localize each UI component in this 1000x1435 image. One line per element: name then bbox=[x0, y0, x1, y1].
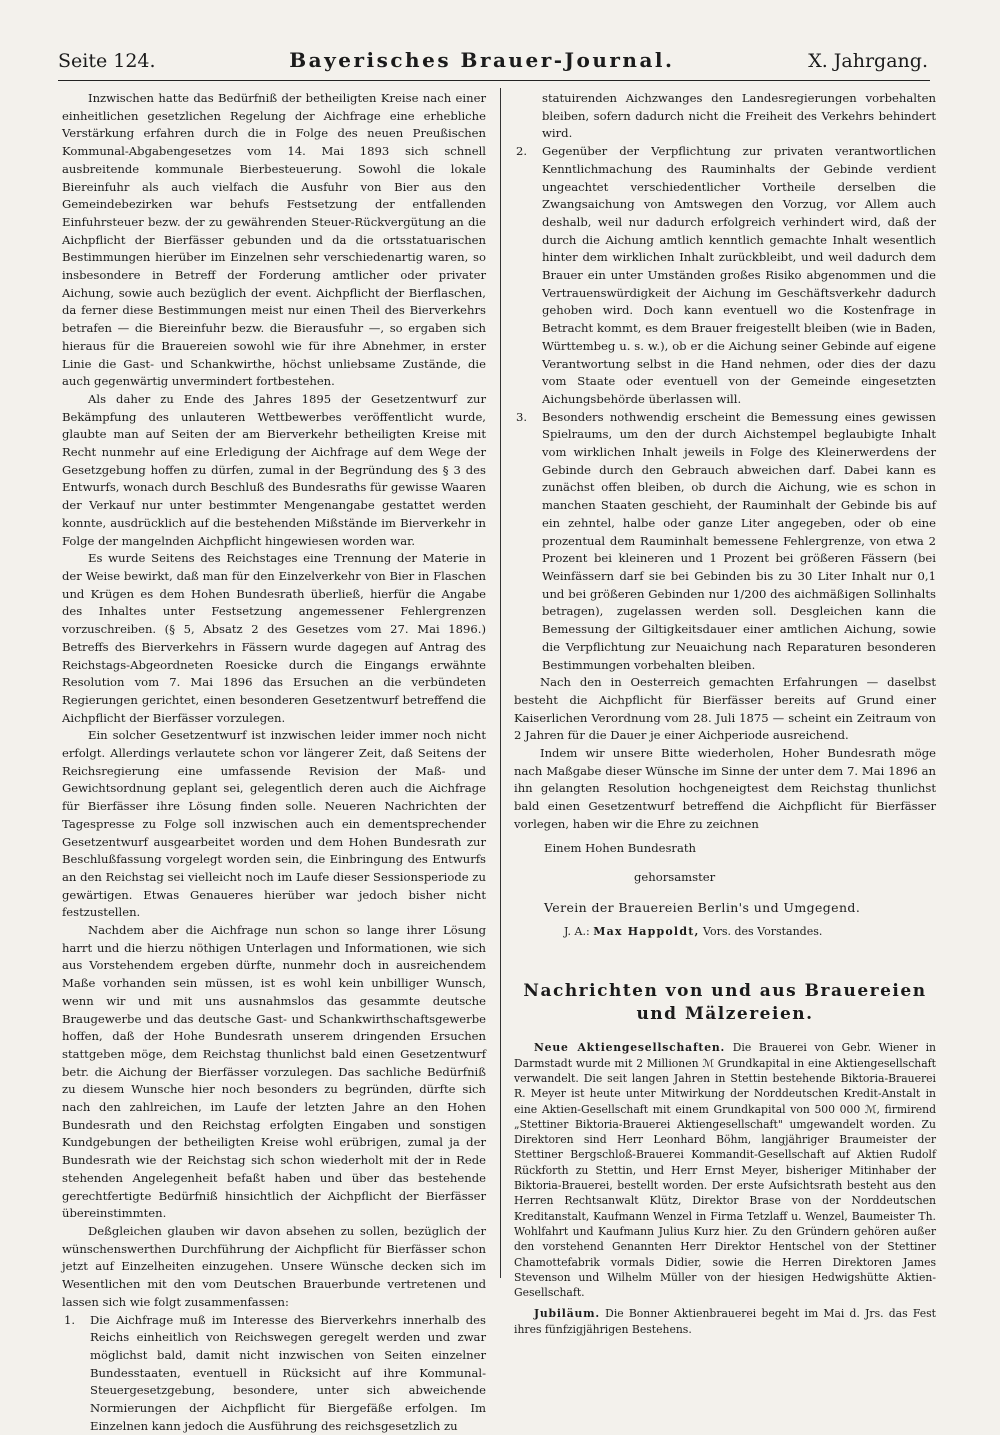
page-number: Seite 124. bbox=[58, 50, 156, 72]
section-heading-line: Nachrichten von und aus Brauereien bbox=[523, 981, 927, 1002]
list-text: Gegenüber der Verpflichtung zur privaten verantwortlichen Kenntlichmachung des Rauminhalts der Gebinde verdient ungeachtet verschiedentlicher Vortheile derselben die Zwangsaichung von Amtswegen den Vorzug, vor Allem auch deshalb, weil nur dadurch erfolgreich verhindert wird, daß der durch die Aichung amtlich kenntlich gemachte Inhalt wesentlich hinter dem wirklichen Inhalt zurückbleibt, und weil dadurch dem Brauer ein unter Umständen großes Risiko abgenommen und die Vertrauenswürdigkeit der Aichung im Geschäftsverkehr dadurch gehoben wird. Doch kann eventuell wo die Kostenfrage in Betracht kommt, es dem Brauer freigestellt bleiben (wie in Baden, Württembeg u. s. w.), ob er die Aichung seiner Gebinde auf eigene Verantwortung selbst in die Hand nehmen, oder dies der dazu vom Staate oder eventuell von der Gemeinde eingesetzten Aichungsbehörde überlassen will. bbox=[542, 144, 936, 406]
news-item bbox=[514, 1040, 936, 1300]
list-number: 1. bbox=[64, 1312, 76, 1327]
column-divider bbox=[500, 88, 501, 1278]
paragraph: Inzwischen hatte das Bedürfniß der betheiligten Kreise nach einer einheitlichen gesetzlichen Regelung der Aichfrage eine erhebliche Verstärkung erfahren durch die in Folge des neuen Preußischen Kommunal-Abgabengesetzes vom 14. Mai 1893 sich schnell ausbreitende kommunale Bierbesteuerung. Sowohl die lokale Biereinfuhr als auch vielfach die Ausfuhr von Bier aus den Gemeindebezirken war behufs Festsetzung der entfallenden Einfuhrsteuer bezw. der zu gewährenden Steuer-Rückvergütung an die Aichpflicht der Bierfässer gebunden und da die ortsstatuarischen Bestimmungen hierüber im Einzelnen sehr verschiedenartig waren, so insbesondere in Betreff der Forderung amtlicher oder privater Aichung, sowie auch bezüglich der event. Aichpflicht der Bierflaschen, da ferner diese Bestimmungen meist nur einen Theil des Bierverkehrs betrafen — die Biereinfuhr bezw. die Bierausfuhr —, so ergaben sich hieraus für die Brauereien sowohl wie für ihre Abnehmer, in erster Linie die Gast- und Schankwirthe, höchst unliebsame Zustände, die auch gegenwärtig unvermindert fortbestehen. bbox=[62, 91, 486, 389]
signer-prefix: J. A.: bbox=[564, 924, 590, 938]
news-label: Neue Aktiengesellschaften. bbox=[534, 1041, 726, 1055]
signer-line bbox=[564, 923, 936, 941]
list-number: 2. bbox=[516, 144, 528, 159]
list-item bbox=[62, 1312, 486, 1435]
list-text: Besonders nothwendig erscheint die Bemessung eines gewissen Spielraums, um den der durch Aichstempel beglaubigte Inhalt vom wirklichen Inhalt jeweils in Folge des Kleinerwerdens der Gebinde durch den Gebrauch abweichen darf. Dabei kann es zunächst offen bleiben, ob durch die Aichung, wie es schon in manchen Staaten geschieht, der Rauminhalt der Gebinde bis auf ein zehntel, halbe oder ganze Liter angegeben, oder ob eine prozentual dem Rauminhalt bemessene Fehlergrenze, von etwa 2 Prozent bei kleineren und 1 Prozent bei größeren Fässern (bei Weinfässern darf sie bei Gebinden bis zu 30 Liter Inhalt nur 0,1 und bei größeren Gebinden nur 1/200 des aichmäßigen Sollinhalts betragen), zugelassen werden soll. Desgleichen kann die Bemessung der Giltigkeitsdauer einer amtlichen Aichung, sowie die Verpflichtung zur Neuaichung nach Reparaturen besonderen Bestimmungen vorbehalten bleiben. bbox=[542, 409, 936, 672]
salutation: Einem Hohen Bundesrath bbox=[544, 840, 697, 855]
paragraph: Es wurde Seitens des Reichstages eine Trennung der Materie in der Weise bewirkt, daß man für den Einzelverkehr von Bier in Flaschen und Krügen es dem Hohen Bundesrath überließ, hierfür die Angabe des Inhaltes unter Festsetzung angemessener Fehlergrenzen vorzuschreiben. (§ 5, Absatz 2 des Gesetzes vom 27. Mai 1896.) Betreffs des Bierverkehrs in Fässern wurde dagegen auf Antrag des Reichstags-Abgeordneten Roesicke durch die Eingangs erwähnte Resolution vom 7. Mai 1896 das Ersuchen an die verbündeten Regierungen gerichtet, einen besonderen Gesetzentwurf betreffend die Aichpflicht der Bierfässer vorzulegen. bbox=[62, 551, 486, 725]
list-item bbox=[514, 409, 936, 675]
list-number: 3. bbox=[516, 409, 528, 424]
list-text: Die Aichfrage muß im Interesse des Bierverkehrs innerhalb des Reichs einheitlich von Reichswegen geregelt werden und zwar möglichst bald, damit nicht inzwischen von Seiten einzelner Bundesstaaten, eventuell in Rücksicht auf ihre Kommunal-Steuergesetzgebung, besondere, unter sich abweichende Normierungen der Aichpflicht für Biergefäße erfolgen. Im Einzelnen kann jedoch die Ausführung des reichsgesetzlich zu bbox=[90, 1312, 486, 1433]
paragraph: Ein solcher Gesetzentwurf ist inzwischen leider immer noch nicht erfolgt. Allerdings verlautete schon vor längerer Zeit, daß Seitens der Reichsregierung eine umfassende Revision der Maß- und Gewichtsordnung geplant sei, gelegentlich deren auch die Aichfrage für Bierfässer ihre Lösung finden solle. Neueren Nachrichten der Tagespresse zu Folge soll inzwischen auch ein dementsprechender Gesetzentwurf ausgearbeitet worden und dem Hohen Bundesrath zur Beschlußfassung vorgelegt worden sein, die Einbringung des Entwurfs an den Reichstag sei vielleicht noch im Laufe dieser Sessionsperiode zu gewärtigen. Etwas Genaueres hierüber war jedoch bisher nicht festzustellen. bbox=[62, 728, 486, 920]
paragraph: Indem wir unsere Bitte wiederholen, Hoher Bundesrath möge nach Maßgabe dieser Wünsche im Sinne der unter dem 7. Mai 1896 an ihn gelangten Resolution hochgeneigtest dem Reichstag thunlichst bald einen Gesetzentwurf betreffend die Aichpflicht für Bierfässer vorlegen, haben wir die Ehre zu zeichnen bbox=[514, 746, 936, 831]
list-continuation: statuirenden Aichzwanges den Landesregierungen vorbehalten bleiben, sofern dadurch nicht die Freiheit des Verkehrs behindert wird. bbox=[542, 91, 936, 141]
news-label: Jubiläum. bbox=[534, 1307, 600, 1321]
section-heading-line: und Mälzereien. bbox=[636, 1004, 814, 1025]
news-text: Die Brauerei von Gebr. Wiener in Darmstadt wurde mit 2 Millionen ℳ Grundkapital in eine Aktiengesellschaft verwandelt. Die seit langen Jahren in Stettin bestehende Biktoria-Brauerei R. Meyer ist heute unter Mitwirkung der Norddeutschen Kredit-Anstalt in eine Aktien-Gesellschaft mit einem Grundkapital von 500 000 ℳ, firmirend „Stettiner Biktoria-Brauerei Aktiengesellschaft" umgewandelt worden. Zu Direktoren sind Herr Leonhard Böhm, langjähriger Braumeister der Stettiner Bergschloß-Brauerei Kommandit-Gesellschaft auf Aktien Rudolf Rückforth zu Stettin, und Herr Ernst Meyer, bisheriger Mitinhaber der Biktoria-Brauerei, bestellt worden. Der erste Aufsichtsrath besteht aus den Herren Rechtsanwalt Klütz, Direktor Brase von der Norddeutschen Kreditanstalt, Kaufmann Wenzel in Firma Tetzlaff u. Wenzel, Baumeister Th. Wohlfahrt und Kaufmann Julius Kurz hier. Zu den Gründern gehören außer den vorstehend Genannten Herr Direktor Hentschel von der Stettiner Chamottefabrik vormals Didier, sowie die Herren Direktoren James Stevenson und Wilhelm Müller von der hiesigen Hedwigshütte Aktien-Gesellschaft. bbox=[514, 1041, 936, 1300]
volume-label: X. Jahrgang. bbox=[808, 50, 928, 72]
header-rule bbox=[58, 80, 930, 81]
paragraph: Nachdem aber die Aichfrage nun schon so lange ihrer Lösung harrt und die hierzu nöthigen Unterlagen und Informationen, wie sich aus Vorstehendem ergeben dürfte, nunmehr doch in ausreichendem Maße vorhanden sein müssen, ist es wohl kein unbilliger Wunsch, wenn wir und mit uns ausnahmslos das gesammte deutsche Braugewerbe und das deutsche Gast- und Schankwirthschaftsgewerbe hoffen, daß der Hohe Bundesrath unserem dringenden Ersuchen stattgeben möge, dem Reichstag thunlichst bald einen Gesetzentwurf betr. die Aichung der Bierfässer vorzulegen. Das sachliche Bedürfniß zu diesem Wunsche hier noch besonders zu begründen, dürfte sich nach den zahlreichen, im Laufe der letzten Jahre an den Hohen Bundesrath und den Reichstag erfolgten Eingaben und sonstigen Kundgebungen der betheiligten Kreise wohl erübrigen, zumal ja der Bundesrath wie der Reichstag sich schon wiederholt mit der in Rede stehenden Angelegenheit befaßt haben und über das bestehende gerechtfertigte Bedürfniß hinsichtlich der Aichpflicht der Bierfässer übereinstimmten. bbox=[62, 923, 486, 1221]
signer-role: Vors. des Vorstandes. bbox=[703, 924, 823, 938]
section-heading bbox=[514, 980, 936, 1026]
right-column bbox=[514, 90, 936, 1337]
signer-name: Max Happoldt, bbox=[593, 924, 700, 938]
paragraph: Als daher zu Ende des Jahres 1895 der Gesetzentwurf zur Bekämpfung des unlauteren Wettbewerbes veröffentlicht wurde, glaubte man auf Seiten der am Bierverkehr betheiligten Kreise mit Recht nunmehr auf eine Erledigung der Aichfrage auf dem Wege der Gesetzgebung hoffen zu dürfen, zumal in der Begründung des § 3 des Entwurfs, wonach durch Beschluß des Bundesraths für gewisse Waaren der Verkauf nur unter bestimmter Mengenangabe gestattet werden konnte, ausdrücklich auf die bestehenden Mißstände im Bierverkehr in Folge der mangelnden Aichpflicht hingewiesen worden war. bbox=[62, 391, 486, 548]
organization-name: Verein der Brauereien Berlin's und Umgegend. bbox=[544, 899, 861, 915]
paragraph: Nach den in Oesterreich gemachten Erfahrungen — daselbst besteht die Aichpflicht für Bierfässer bereits auf Grund einer Kaiserlichen Verordnung vom 28. Juli 1875 — scheint ein Zeitraum von 2 Jahren für die Dauer je einer Aichperiode ausreichend. bbox=[514, 675, 936, 743]
left-column bbox=[62, 90, 486, 1435]
list-item bbox=[514, 143, 936, 409]
news-item bbox=[514, 1306, 936, 1337]
journal-title: Bayerisches Brauer-Journal. bbox=[289, 48, 675, 72]
news-text: Die Bonner Aktienbrauerei begeht im Mai d. Jrs. das Fest ihres fünfzigjährigen Bestehens. bbox=[514, 1307, 936, 1336]
paragraph: Deßgleichen glauben wir davon absehen zu sollen, bezüglich der wünschenswerthen Durchführung der Aichpflicht für Bierfässer schon jetzt auf Einzelheiten einzugehen. Unsere Wünsche decken sich im Wesentlichen mit den vom Deutschen Brauerbunde vertretenen und lassen sich wie folgt zusammenfassen: bbox=[62, 1224, 486, 1309]
page-header bbox=[58, 48, 928, 72]
signoff: gehorsamster bbox=[634, 870, 716, 885]
